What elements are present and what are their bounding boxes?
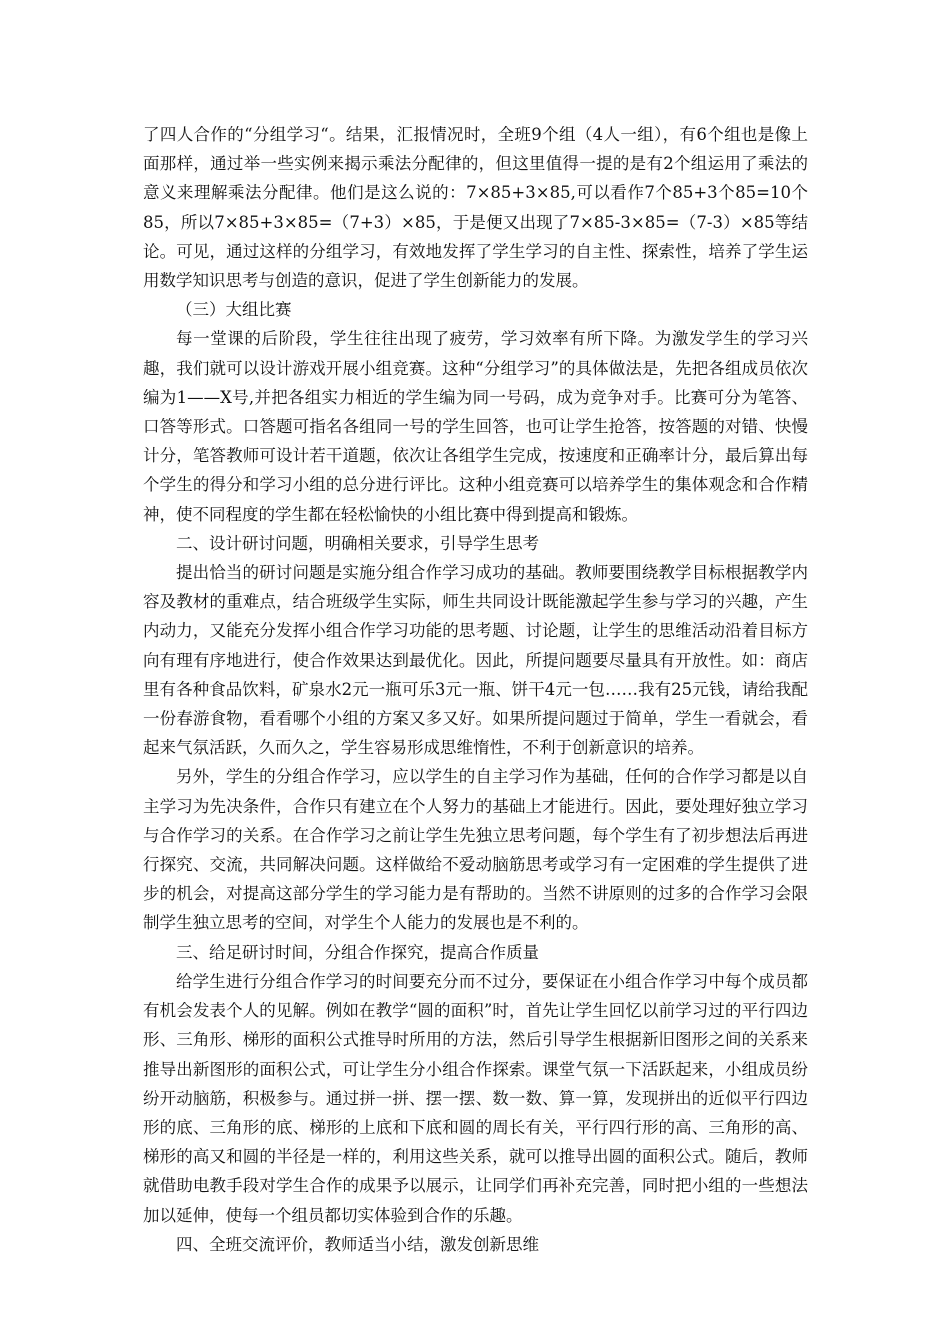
paragraph: 另外，学生的分组合作学习，应以学生的自主学习作为基础，任何的合作学习都是以自主学习为先决条件，合作只有建立在个人努力的基础上才能进行。因此，要处理好独立学习与合作学习的关系。在合作学习之前让学生先独立思考问题，每个学生有了初步想法后再进行探究、交流，共同解决问题。这样做给不爱动脑筋思考或学习有一定困难的学生提供了进步的机会，对提高这部分学生的学习能力是有帮助的。当然不讲原则的过多的合作学习会限制学生独立思考的空间，对学生个人能力的发展也是不利的。 (143, 767, 808, 933)
section-heading: 三、给足研讨时间，分组合作探究，提高合作质量 (176, 942, 539, 962)
paragraph: 提出恰当的研讨问题是实施分组合作学习成功的基础。教师要围绕教学目标根据教学内容及教材的重难点，结合班级学生实际，师生共同设计既能激起学生参与学习的兴趣，产生内动力，又能充分发挥小组合作学习功能的思考题、讨论题，让学生的思维活动沿着目标方向有理有序地进行，使合作效果达到最优化。因此，所提问题要尽量具有开放性。如：商店里有各种食品饮料，矿泉水2元一瓶可乐3元一瓶、饼干4元一包……我有25元钱，请给我配一份春游食物，看看哪个小组的方案又多又好。如果所提问题过于简单，学生一看就会，看起来气氛活跃，久而久之，学生容易形成思维惰性，不利于创新意识的培养。 (143, 563, 808, 758)
section-heading: 二、设计研讨问题，明确相关要求，引导学生思考 (176, 533, 539, 553)
paragraph-continued: 了四人合作的“分组学习“。结果，汇报情况时，全班9个组（4人一组），有6个组也是像上面那样，通过举一些实例来揭示乘法分配律的，但这里值得一提的是有2个组运用了乘法的意义来理解乘法分配律。他们是这么说的：7×85+3×85,可以看作7个85+3个85=10个85，所以7×85+3×85=（7+3）×85，于是便又出现了7×85-3×85=（7-3）×85等结论。可见，通过这样的分组学习，有效地发挥了学生学习的自主性、探索性，培养了学生运用数学知识思考与创造的意识，促进了学生创新能力的发展。 (143, 125, 808, 291)
section-subheading: （三）大组比赛 (176, 300, 292, 320)
section-heading: 四、全班交流评价，教师适当小结，激发创新思维 (176, 1234, 539, 1254)
paragraph: 每一堂课的后阶段，学生往往出现了疲劳，学习效率有所下降。为激发学生的学习兴趣，我们就可以设计游戏开展小组竞赛。这种“分组学习”的具体做法是，先把各组成员依次编为1——X号,并把各组实力相近的学生编为同一号码，成为竞争对手。比赛可分为笔答、口答等形式。口答题可指名各组同一号的学生回答，也可让学生抢答，按答题的对错、快慢计分，笔答教师可设计若干道题，依次让各组学生完成，按速度和正确率计分，最后算出每个学生的得分和学习小组的总分进行评比。这种小组竞赛可以培养学生的集体观念和合作精神，使不同程度的学生都在轻松愉快的小组比赛中得到提高和锻炼。 (143, 329, 808, 524)
paragraph: 给学生进行分组合作学习的时间要充分而不过分，要保证在小组合作学习中每个成员都有机会发表个人的见解。例如在教学“圆的面积”时，首先让学生回忆以前学习过的平行四边形、三角形、梯形的面积公式推导时所用的方法，然后引导学生根据新旧图形之间的关系来推导出新图形的面积公式，可让学生分小组合作探索。课堂气氛一下活跃起来，小组成员纷纷开动脑筋，积极参与。通过拼一拼、摆一摆、数一数、算一算，发现拼出的近似平行四边形的底、三角形的底、梯形的上底和下底和圆的周长有关，平行四行形的高、三角形的高、梯形的高又和圆的半径是一样的，利用这些关系，就可以推导出圆的面积公式。随后，教师就借助电教手段对学生合作的成果予以展示，让同学们再补充完善，同时把小组的一些想法加以延伸，使每一个组员都切实体验到合作的乐趣。 (143, 971, 808, 1225)
document-body (143, 120, 808, 1259)
